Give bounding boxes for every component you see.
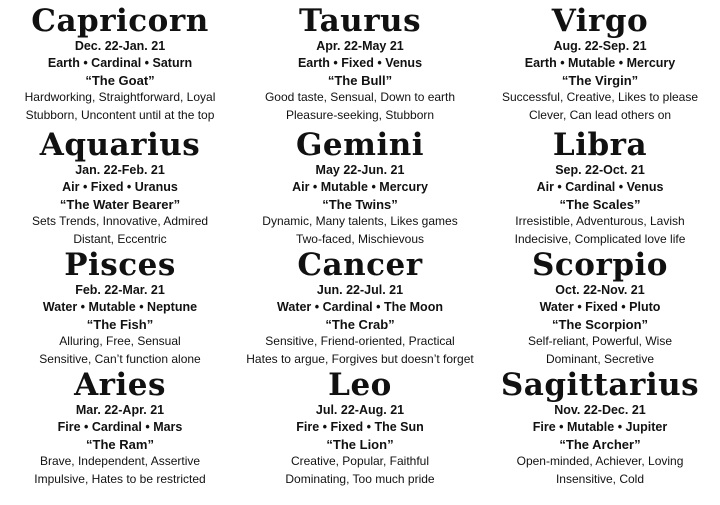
sign-name: Cancer	[297, 248, 423, 283]
sign-traits-negative: Pleasure-seeking, Stubborn	[285, 107, 435, 122]
sign-name: Gemini	[295, 128, 425, 163]
sign-name: Taurus	[298, 4, 422, 39]
sign-dates: Jul. 22-Aug. 21	[315, 403, 405, 417]
sign-name: Libra	[552, 128, 648, 163]
sign-traits-positive: Creative, Popular, Faithful	[290, 454, 430, 468]
sign-traits-positive: Alluring, Free, Sensual	[59, 334, 181, 348]
sign-traits-positive: Successful, Creative, Likes to please	[501, 90, 699, 104]
sign-nickname: “The Goat”	[85, 73, 155, 88]
sign-traits-negative: Impulsive, Hates to be restricted	[34, 471, 206, 486]
sign-traits-positive: Open-minded, Achiever, Loving	[516, 454, 684, 468]
sign-traits-positive: Dynamic, Many talents, Likes games	[262, 214, 458, 228]
sign-traits-positive: Irresistible, Adventurous, Lavish	[515, 214, 685, 228]
sign-traits-negative: Two-faced, Mischievous	[295, 231, 425, 246]
sign-name: Scorpio	[532, 248, 668, 283]
sign-traits-negative: Dominant, Secretive	[545, 351, 655, 366]
sign-dates: Sep. 22-Oct. 21	[555, 163, 645, 177]
sign-name: Pisces	[64, 248, 176, 283]
sign-traits-positive: Good taste, Sensual, Down to earth	[264, 90, 456, 104]
sign-scorpio	[480, 248, 720, 368]
sign-nickname: “The Bull”	[327, 73, 393, 88]
sign-libra	[480, 128, 720, 248]
sign-attributes: Earth • Mutable • Mercury	[524, 56, 676, 70]
sign-nickname: “The Crab”	[325, 317, 395, 332]
sign-attributes: Water • Cardinal • The Moon	[277, 300, 443, 314]
sign-dates: Oct. 22-Nov. 21	[555, 283, 645, 297]
sign-attributes: Fire • Cardinal • Mars	[57, 420, 183, 434]
sign-aries	[0, 368, 240, 493]
sign-traits-positive: Brave, Independent, Assertive	[39, 454, 201, 468]
sign-traits-positive: Self-reliant, Powerful, Wise	[527, 334, 673, 348]
sign-nickname: “The Twins”	[322, 197, 398, 212]
sign-attributes: Air • Cardinal • Venus	[536, 180, 664, 194]
sign-name: Aries	[74, 368, 166, 403]
sign-traits-positive: Sets Trends, Innovative, Admired	[31, 214, 209, 228]
sign-attributes: Water • Fixed • Pluto	[539, 300, 661, 314]
sign-nickname: “The Scorpion”	[551, 317, 649, 332]
sign-traits-positive: Sensitive, Friend-oriented, Practical	[265, 334, 455, 348]
sign-attributes: Earth • Cardinal • Saturn	[47, 56, 193, 70]
sign-pisces	[0, 248, 240, 368]
sign-traits-negative: Dominating, Too much pride	[285, 471, 435, 486]
sign-name: Sagittarius	[500, 368, 700, 403]
sign-traits-negative: Stubborn, Uncontent until at the top	[25, 107, 215, 122]
sign-attributes: Air • Mutable • Mercury	[292, 180, 428, 194]
sign-gemini	[240, 128, 480, 248]
sign-dates: Feb. 22-Mar. 21	[75, 283, 165, 297]
sign-nickname: “The Ram”	[86, 437, 154, 452]
sign-nickname: “The Fish”	[86, 317, 154, 332]
sign-name: Leo	[328, 368, 392, 403]
sign-dates: Apr. 22-May 21	[316, 39, 404, 53]
sign-dates: Mar. 22-Apr. 21	[75, 403, 165, 417]
sign-dates: Jun. 22-Jul. 21	[316, 283, 404, 297]
sign-name: Capricorn	[31, 4, 209, 39]
sign-nickname: “The Water Bearer”	[59, 197, 181, 212]
sign-nickname: “The Virgin”	[561, 73, 639, 88]
sign-nickname: “The Archer”	[559, 437, 641, 452]
sign-traits-negative: Insensitive, Cold	[555, 471, 645, 486]
sign-name: Virgo	[551, 4, 649, 39]
sign-dates: Jan. 22-Feb. 21	[75, 163, 165, 177]
sign-attributes: Water • Mutable • Neptune	[42, 300, 198, 314]
sign-sagittarius	[480, 368, 720, 493]
sign-attributes: Fire • Mutable • Jupiter	[532, 420, 668, 434]
sign-dates: May 22-Jun. 21	[315, 163, 405, 177]
sign-capricorn	[0, 4, 240, 128]
sign-leo	[240, 368, 480, 493]
sign-dates: Nov. 22-Dec. 21	[554, 403, 646, 417]
sign-traits-positive: Hardworking, Straightforward, Loyal	[24, 90, 216, 104]
sign-traits-negative: Clever, Can lead others on	[528, 107, 672, 122]
sign-name: Aquarius	[39, 128, 201, 163]
sign-traits-negative: Hates to argue, Forgives but doesn’t forget	[246, 351, 474, 366]
sign-cancer	[240, 248, 480, 368]
sign-attributes: Fire • Fixed • The Sun	[296, 420, 424, 434]
sign-attributes: Earth • Fixed • Venus	[297, 56, 423, 70]
sign-dates: Aug. 22-Sep. 21	[553, 39, 647, 53]
sign-traits-negative: Distant, Eccentric	[73, 231, 167, 246]
sign-taurus	[240, 4, 480, 128]
sign-aquarius	[0, 128, 240, 248]
sign-nickname: “The Scales”	[559, 197, 641, 212]
sign-attributes: Air • Fixed • Uranus	[62, 180, 178, 194]
sign-nickname: “The Lion”	[326, 437, 394, 452]
sign-traits-negative: Sensitive, Can’t function alone	[39, 351, 201, 366]
sign-virgo	[480, 4, 720, 128]
sign-dates: Dec. 22-Jan. 21	[74, 39, 166, 53]
sign-traits-negative: Indecisive, Complicated love life	[514, 231, 686, 246]
